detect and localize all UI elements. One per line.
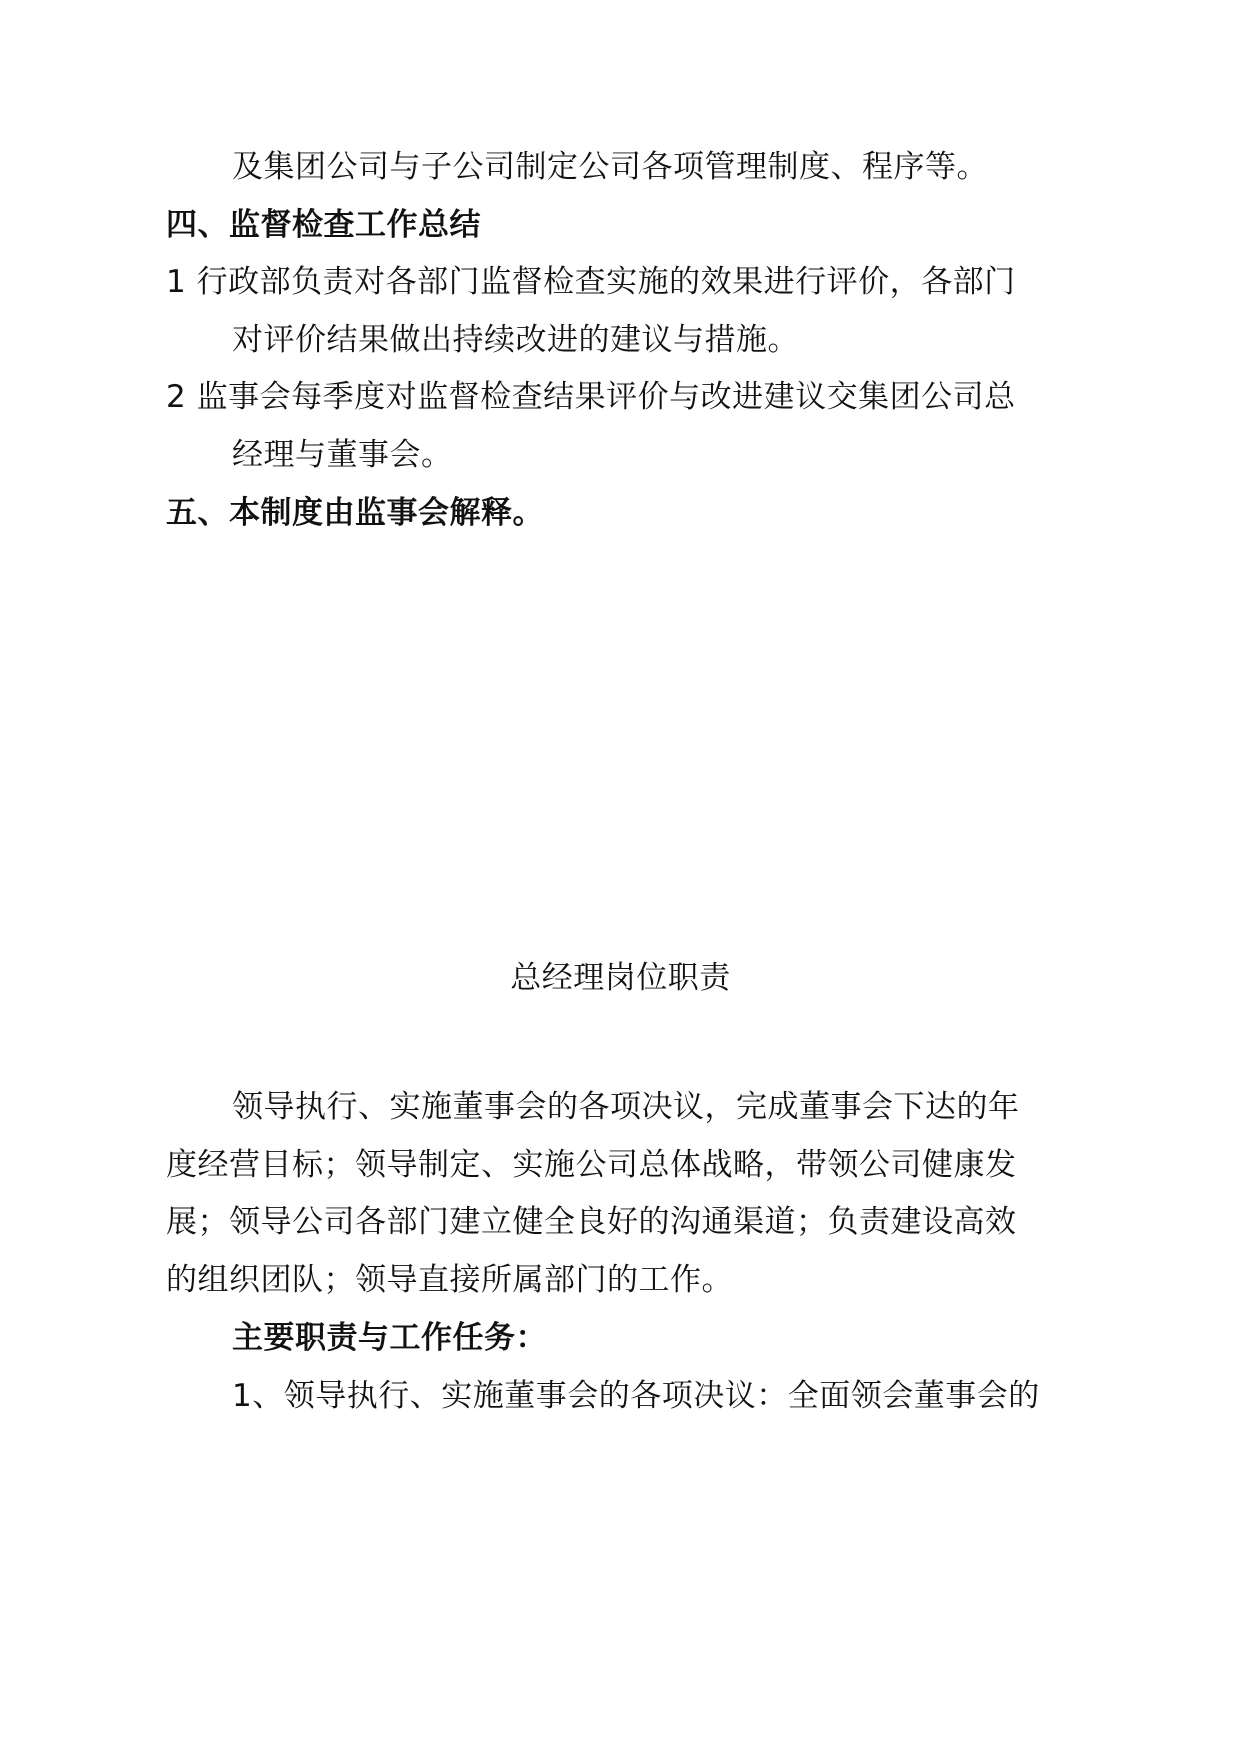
- gm-summary-line-1: 领导执行、实施董事会的各项决议，完成董事会下达的年: [232, 1089, 1020, 1125]
- gm-task-1-line-1: 1、领导执行、实施董事会的各项决议：全面领会董事会的: [232, 1378, 1040, 1414]
- gm-duties-title: 总经理岗位职责: [510, 960, 731, 996]
- section-four-heading: 四、监督检查工作总结: [166, 207, 481, 243]
- section-five-heading: 五、本制度由监事会解释。: [166, 495, 544, 531]
- gm-summary-line-3: 展；领导公司各部门建立健全良好的沟通渠道；负责建设高效: [166, 1204, 1017, 1240]
- section-four-item-2-line-1: 2 监事会每季度对监督检查结果评价与改进建议交集团公司总: [166, 379, 1016, 415]
- gm-summary-line-4: 的组织团队；领导直接所属部门的工作。: [166, 1262, 733, 1298]
- gm-summary-line-2: 度经营目标；领导制定、实施公司总体战略，带领公司健康发: [166, 1147, 1017, 1183]
- section-four-item-2-line-2: 经理与董事会。: [232, 437, 453, 473]
- section-four-item-1-line-1: 1 行政部负责对各部门监督检查实施的效果进行评价，各部门: [166, 264, 1016, 300]
- section-four-item-1-line-2: 对评价结果做出持续改进的建议与措施。: [232, 322, 799, 358]
- gm-tasks-heading: 主要职责与工作任务：: [232, 1320, 547, 1356]
- section-three-tail-text: 及集团公司与子公司制定公司各项管理制度、程序等。: [232, 149, 988, 185]
